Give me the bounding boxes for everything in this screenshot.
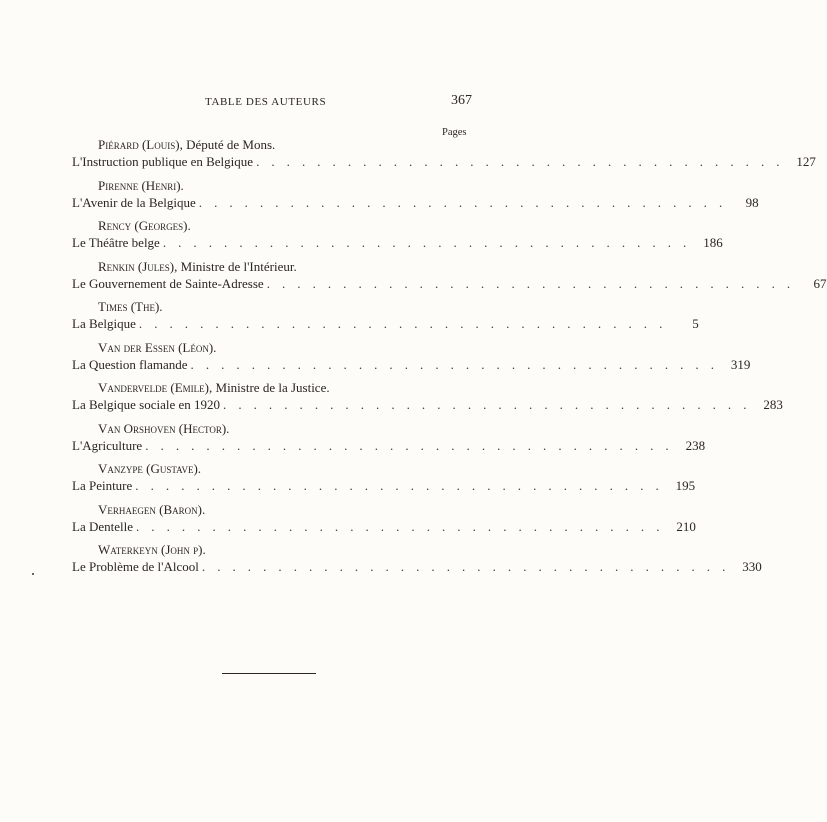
- author-line: [98, 299, 163, 315]
- closing-rule: [222, 673, 316, 674]
- index-entry: [0, 218, 723, 259]
- work-page-number: 186: [703, 235, 723, 250]
- author-name: Renkin (Jules): [98, 258, 175, 274]
- author-name: Times (The).: [98, 299, 163, 314]
- index-entry: [0, 542, 762, 583]
- work-page-number: 98: [745, 194, 759, 210]
- index-entry: [0, 258, 827, 300]
- work-page-number: 283: [763, 397, 783, 412]
- work-page-number: 195: [675, 478, 696, 493]
- author-name: Piérard (Louis): [98, 137, 180, 152]
- margin-mark: [32, 573, 34, 575]
- page-number: 367: [451, 93, 472, 108]
- index-entry: [0, 501, 696, 543]
- author-line: [98, 178, 184, 194]
- work-title: La Belgique: [72, 316, 136, 331]
- author-line: [98, 502, 205, 518]
- work-title: Le Problème de l'Alcool: [72, 559, 199, 574]
- work-line: [72, 478, 696, 494]
- work-title: L'Avenir de la Belgique: [72, 194, 196, 210]
- work-title: Le Gouvernement de Sainte-Adresse: [72, 275, 264, 291]
- author-line: [98, 542, 206, 558]
- author-index: [0, 137, 827, 583]
- work-title: La Peinture: [72, 478, 133, 493]
- dot-leader: . . . . . . . . . . . . . . . . . . . . . . . . . . . . . . . . . . .: [145, 437, 674, 453]
- index-entry: [0, 177, 759, 219]
- pages-column-label: Pages: [442, 127, 467, 138]
- work-title: La Question flamande: [72, 356, 188, 372]
- work-line: [72, 437, 706, 454]
- dot-leader: . . . . . . . . . . . . . . . . . . . . . . . . . . . . . . . . . . .: [256, 154, 784, 169]
- work-line: [72, 518, 696, 535]
- work-page-number: 238: [685, 437, 706, 453]
- author-line: [98, 137, 275, 153]
- work-line: [72, 194, 759, 211]
- author-note: , Député de Mons.: [179, 137, 276, 152]
- work-page-number: 210: [676, 518, 696, 534]
- index-entry: [0, 420, 706, 462]
- dot-leader: . . . . . . . . . . . . . . . . . . . . . . . . . . . . . . . . . . .: [138, 316, 667, 331]
- dot-leader: . . . . . . . . . . . . . . . . . . . . . . . . . . . . . . . . . . .: [135, 478, 664, 493]
- author-line: [98, 259, 297, 275]
- work-title: La Belgique sociale en 1920: [72, 397, 221, 412]
- dot-leader: . . . . . . . . . . . . . . . . . . . . . . . . . . . . . . . . . . .: [162, 235, 691, 250]
- work-title: Le Théâtre belge: [72, 235, 160, 250]
- dot-leader: . . . . . . . . . . . . . . . . . . . . . . . . . . . . . . . . . . .: [198, 194, 727, 210]
- work-line: [72, 316, 699, 332]
- author-line: [98, 218, 191, 234]
- work-line: [72, 275, 827, 292]
- dot-leader: . . . . . . . . . . . . . . . . . . . . . . . . . . . . . . . . . . .: [223, 397, 751, 412]
- work-line: [72, 559, 762, 575]
- author-line: [98, 340, 216, 356]
- work-title: L'Agriculture: [72, 437, 143, 453]
- work-title: L'Instruction publique en Belgique: [72, 154, 254, 169]
- work-page-number: 5: [692, 316, 699, 331]
- author-name: Waterkeyn (John p).: [98, 542, 206, 557]
- dot-leader: . . . . . . . . . . . . . . . . . . . . . . . . . . . . . . . . . . .: [201, 559, 730, 574]
- work-line: [72, 235, 723, 251]
- dot-leader: . . . . . . . . . . . . . . . . . . . . . . . . . . . . . . . . . . .: [266, 275, 795, 291]
- author-line: [98, 380, 330, 396]
- running-title: TABLE DES AUTEURS: [205, 96, 327, 108]
- author-note: , Ministre de l'Intérieur.: [174, 258, 297, 274]
- author-name: Vandervelde (Emile): [98, 380, 210, 395]
- work-page-number: 319: [730, 356, 751, 372]
- work-page-number: 127: [796, 154, 816, 169]
- page-header: [0, 93, 554, 112]
- index-entry: [0, 461, 696, 502]
- author-line: [98, 421, 229, 437]
- author-name: Verhaegen (Baron).: [98, 501, 206, 517]
- author-name: Rency (Georges).: [98, 218, 191, 233]
- work-line: [72, 356, 751, 373]
- dot-leader: . . . . . . . . . . . . . . . . . . . . . . . . . . . . . . . . . . .: [136, 518, 664, 534]
- author-name: Van Orshoven (Hector).: [98, 420, 230, 436]
- work-line: [72, 154, 816, 170]
- work-line: [72, 397, 783, 413]
- index-entry: [0, 137, 816, 178]
- work-title: La Dentelle: [72, 518, 133, 534]
- dot-leader: . . . . . . . . . . . . . . . . . . . . . . . . . . . . . . . . . . .: [190, 356, 719, 372]
- index-entry: [0, 299, 699, 340]
- author-name: Vanzype (Gustave).: [98, 461, 202, 476]
- index-entry: [0, 339, 751, 381]
- author-note: , Ministre de la Justice.: [209, 380, 330, 395]
- author-line: [98, 461, 201, 477]
- author-name: Van der Essen (Léon).: [98, 339, 217, 355]
- author-name: Pirenne (Henri).: [98, 177, 184, 193]
- work-page-number: 330: [742, 559, 762, 574]
- index-entry: [0, 380, 783, 421]
- work-page-number: 67: [813, 275, 827, 291]
